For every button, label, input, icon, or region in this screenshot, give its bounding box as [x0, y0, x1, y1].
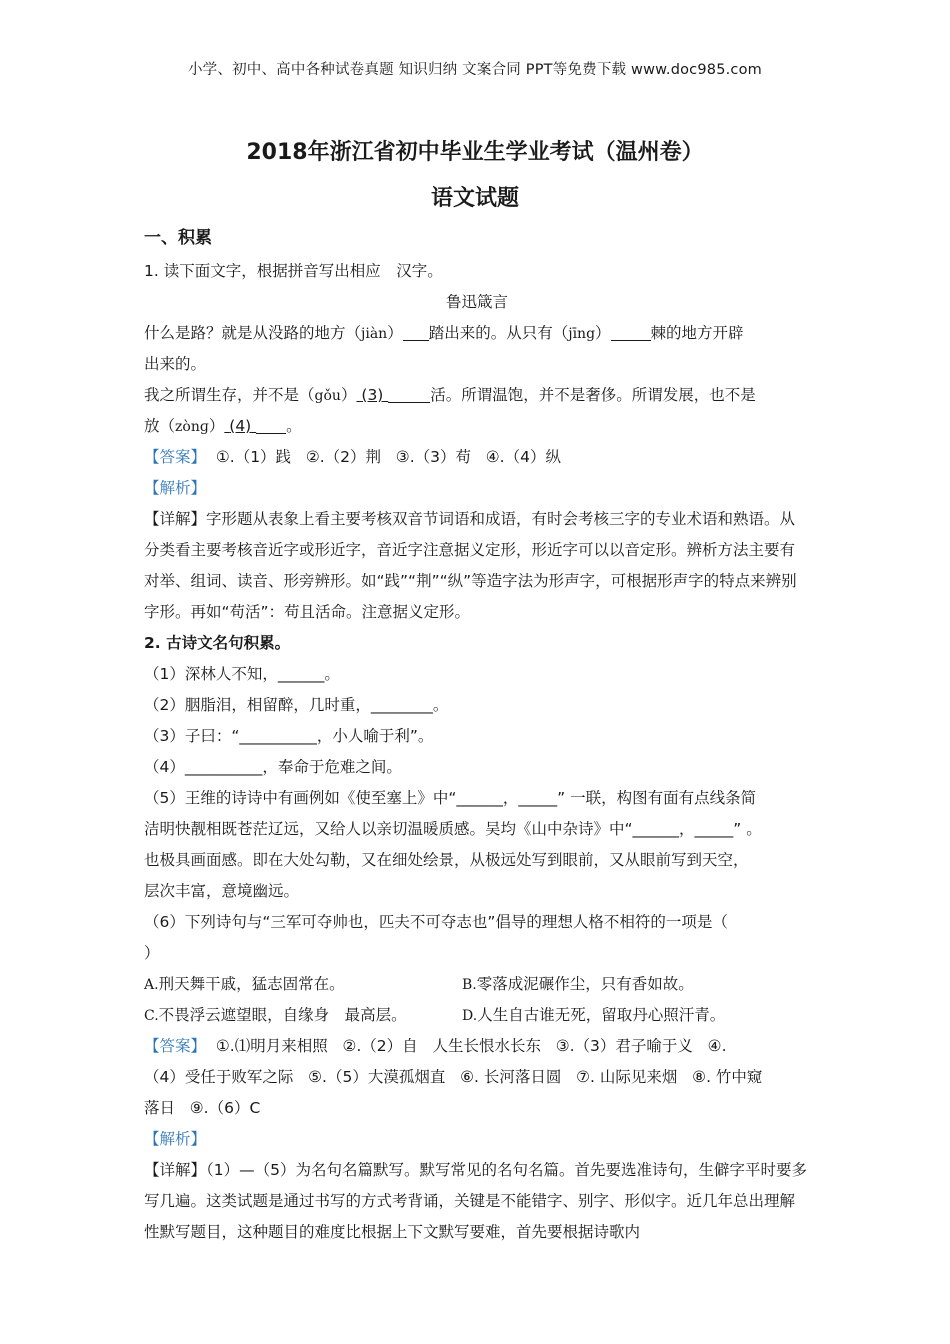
exam-content [144, 256, 810, 1248]
passage-line-2: 出来的。 [144, 355, 207, 373]
answer-tag: 【答案】 [144, 1037, 207, 1055]
q1-answer: 【答案】 ①.（1）践 ②.（2）荆 ③.（3）苟 ④.（4）纵 [144, 448, 561, 466]
blank-1[interactable] [403, 322, 429, 341]
pinyin-3: gǒu [314, 388, 341, 404]
answer-tag: 【答案】 [144, 448, 207, 466]
q2-item-1: （1）深林人不知，______。 [144, 665, 340, 683]
q2-detail: 【详解】（1）—（5）为名句名篇默写。默写常见的名句名篇。首先要选准诗句，生僻字平时要多写几遍。这类试题是通过书写的方式考背诵，关键是不能错字、别字、形似字。近几年总出理解性默写题目，这种题目的难度比根据上下文默写要难，首先要根据诗歌内 [144, 1161, 807, 1241]
q2-item-6-line-1: （6）下列诗句与“三军可夺帅也，匹夫不可夺志也”倡导的理想人格不相符的一项是（ [144, 913, 728, 931]
exam-title: 2018年浙江省初中毕业生学业考试（温州卷） [246, 140, 704, 165]
pinyin-2: jīng [568, 326, 596, 342]
q2-item-2: （2）胭脂泪，相留醉，几时重，________。 [144, 696, 449, 714]
q2-item-4: （4）__________，奉命于危难之间。 [144, 758, 402, 776]
q2-item-3: （3）子曰：“__________，小人喻于利”。 [144, 727, 434, 745]
q2-stem: 2. 古诗文名句积累。 [144, 634, 291, 652]
q2-answer-line-1: 【答案】 ①.⑴明月来相照 ②.（2）自 人生长恨水长东 ③.（3）君子喻于义 ④. [144, 1037, 727, 1055]
passage-line-1: 什么是路？就是从没路的地方（jiàn） 踏出来的。从只有（jīng） 棘的地方开辟 [144, 324, 744, 342]
q1-analysis-tag: 【解析】 [144, 479, 207, 497]
options-row-2 [144, 1000, 810, 1031]
q2-item-5-line-3: 也极具画面感。即在大处勾勒，又在细处绘景，从极远处写到眼前，又从眼前写到天空， [144, 851, 749, 869]
q2-answer-line-2: （4）受任于败军之际 ⑤.（5）大漠孤烟直 ⑥. 长河落日圆 ⑦. 山际见来烟 ⑧. 竹中窥 [144, 1068, 763, 1086]
pinyin-4: zònɡ [175, 419, 209, 435]
options-row-1 [144, 969, 810, 1000]
option-b[interactable]: B.零落成泥碾作尘，只有香如故。 [462, 975, 694, 993]
exam-subtitle: 语文试题 [430, 186, 519, 211]
q2-answer-line-3: 落日 ⑨.（6）C [144, 1099, 261, 1117]
passage-title: 鲁迅箴言 [445, 293, 508, 311]
q1-detail: 【详解】字形题从表象上看主要考核双音节词语和成语，有时会考核三字的专业术语和熟语。从分类看主要考核音近字或形近字，音近字注意据义定形，形近字可以以音定形。辨析方法主要有对举、组词、读音、形旁辨形。如“践”“荆”“纵”等造字法为形声字，可根据形声字的特点来辨别字形。再如“苟活”：苟且活命。注意据义定形。 [144, 510, 797, 621]
site-header-note: 小学、初中、高中各种试卷真题 知识归纳 文案合同 PPT等免费下载 www.doc985.com [187, 62, 763, 78]
q2-item-5-line-4: 层次丰富，意境幽远。 [144, 882, 300, 900]
q2-analysis-tag: 【解析】 [144, 1130, 207, 1148]
option-a[interactable]: A.刑天舞干戚，猛志固常在。 [144, 975, 345, 993]
pinyin-1: jiàn [361, 326, 388, 342]
blank-4[interactable]: (4) [229, 417, 252, 435]
blank-2[interactable] [611, 322, 651, 341]
section-heading: 一、积累 [144, 228, 212, 248]
passage-line-3: 我之所谓生存，并不是（gǒu） (3) 活。所谓温饱，并不是奢侈。所谓发展，也不是 [144, 386, 756, 404]
blank-3[interactable]: (3) [361, 386, 384, 404]
q1-stem: 1. 读下面文字，根据拼音写出相应 汉字。 [144, 262, 443, 280]
q2-item-6-line-2: ） [144, 944, 160, 962]
passage-line-4: 放（zònɡ） (4) 。 [144, 417, 302, 435]
q2-item-5-line-2: 洁明快靓相既苍茫辽远，又给人以亲切温暖质感。吴均《山中杂诗》中“______，_____” 。 [144, 820, 762, 838]
q2-item-5-line-1: （5）王维的诗诗中有画例如《使至塞上》中“______，_____” 一联，构图有面有点线条简 [144, 789, 757, 807]
option-d[interactable]: D.人生自古谁无死，留取丹心照汗青。 [462, 1006, 726, 1024]
option-c[interactable]: C.不畏浮云遮望眼，自缘身 最高层。 [144, 1006, 407, 1024]
